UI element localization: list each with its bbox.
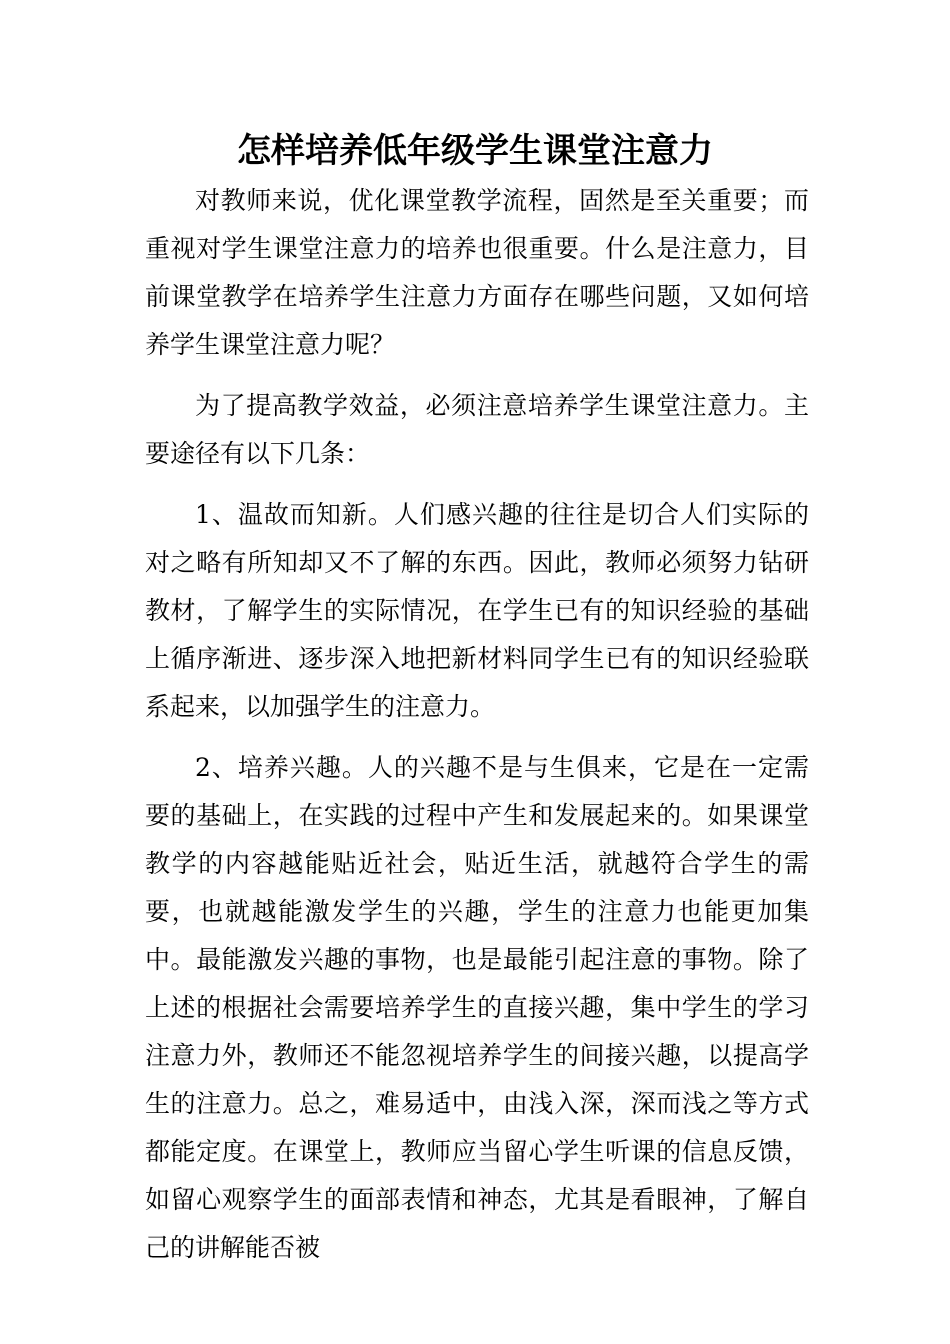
document-title: 怎样培养低年级学生课堂注意力 [237, 131, 713, 171]
paragraph-point-2: 2、培养兴趣。人的兴趣不是与生俱来，它是在一定需要的基础上，在实践的过程中产生和发展起来的。如果课堂教学的内容越能贴近社会，贴近生活，就越符合学生的需要，也就越能激发学生的兴趣，学生的注意力也能更加集中。最能激发兴趣的事物，也是最能引起注意的事物。除了上述的根据社会需要培养学生的直接兴趣，集中学生的学习注意力外，教师还不能忽视培养学生的间接兴趣，以提高学生的注意力。总之，难易适中，由浅入深，深而浅之等方式都能定度。在课堂上，教师应当留心学生听课的信息反馈，如留心观察学生的面部表情和神态，尤其是看眼神，了解自己的讲解能否被 [145, 753, 809, 1262]
paragraph-approaches: 为了提高教学效益，必须注意培养学生课堂注意力。主要途径有以下几条： [145, 391, 809, 468]
paragraph-point-1: 1、温故而知新。人们感兴趣的往往是切合人们实际的对之略有所知却又不了解的东西。因此，教师必须努力钻研教材，了解学生的实际情况，在学生已有的知识经验的基础上循序渐进、逐步深入地把新材料同学生已有的知识经验联系起来，以加强学生的注意力。 [145, 500, 809, 721]
paragraph-intro: 对教师来说，优化课堂教学流程，固然是至关重要；而重视对学生课堂注意力的培养也很重要。什么是注意力，目前课堂教学在培养学生注意力方面存在哪些问题，又如何培养学生课堂注意力呢？ [145, 186, 809, 359]
document-body [145, 177, 809, 1272]
